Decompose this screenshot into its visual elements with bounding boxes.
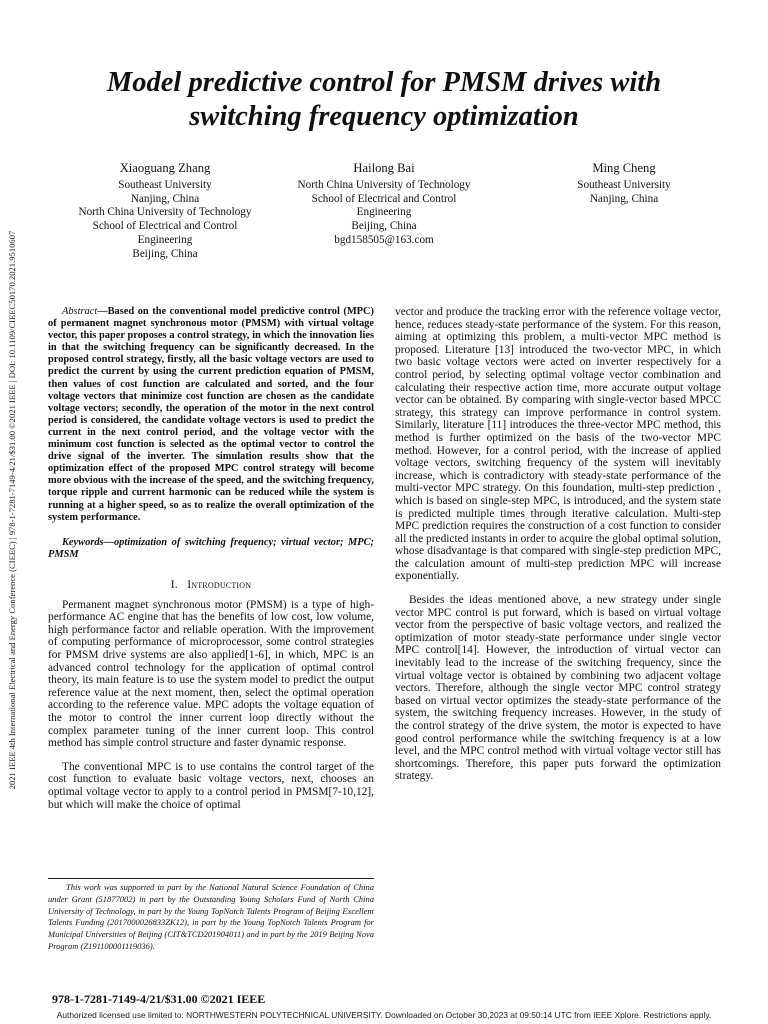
author-affiliation: Nanjing, China [589, 192, 659, 205]
author-affiliation: School of Electrical and Control [311, 192, 457, 205]
left-column [48, 306, 374, 811]
author-1 [45, 162, 285, 262]
body-paragraph: vector and produce the tracking error with the reference voltage vector, hence, reduces steady-state performance of the system. For this reason, aiming at optimizing this problem, a multi-vector MPC method is proposed. Literature [13] introduced the two-vector MPC, in which two basic voltage vectors were acted on inverter respectively for a control period, by selecting optimal voltage vector combination and calculating their respective action time, more accurate output voltage vector can be obtained. By comparing with single-vector based MPCC strategy, this strategy can improve performance in control system. Similarly, literature [11] introduces the three-vector MPC method, this method is further optimized on the basis of the two-vector MPC method. However, for a control period, with the increase of applied voltage vectors, switching frequency of the system will inevitably increase, which is contradictory with steady-state performance of the multi-vector MPC strategy. On this foundation, multi-step prediction , which is based on single-step MPC, is introduced, and the system state is predicted multiple times through iterative calculation. Multi-step MPC prediction requires the construction of a cost function to consider all the predicted instants in order to acquire the global optimal solution, whose disadvantage is that compared with single-step prediction MPC, the calculation amount of multi-step prediction MPC will increase exponentially. [395, 306, 721, 583]
abstract-text: —Based on the conventional model predictive control (MPC) of permanent magnet synchronous motor (PMSM) with virtual voltage vector, this paper proposes a control strategy, in which the innovation lies in that the switching frequency can be significantly decreased. In the proposed control strategy, firstly, all the basic voltage vectors are used to predict the current by using the current prediction equation of PMSM, then values of cost function are calculated and sorted, and the four voltage vectors that minimize cost function are chosen as the candidate voltage vectors; secondly, the operation of the motor in the next control period is considered, the candidate voltage vectors is used to predict the current in the next control period, and the voltage vector with the minimum cost function is selected as the optimal vector to control the drive signal of the inverter. The simulation results show that the optimization effect of the proposed MPC control strategy will become more obvious with the increase of the speed, and the switching frequency, torque ripple and current harmonic can be reduced while the system is running at a higher speed, so as to realize the overall optimization of the system performance. [48, 306, 374, 523]
body-paragraph: Besides the ideas mentioned above, a new strategy under single vector MPC control is put forward, which is based on virtual voltage vector from the perspective of basic voltage vectors, and realized the optimization of motor steady-state performance under single vector MPC control[14]. However, the introduction of virtual vector can inevitably lead to the increase of the switching frequency, since the virtual voltage vector is obtained by combining two adjacent voltage vectors. Therefore, although the single vector MPC control strategy based on virtual vector optimizes the steady-state performance of the system, the switching frequency increases. However, in the study of the control strategy of the drive system, the motor is expected to have good control performance while the switching frequency is at a low level, and the MPC control method with virtual voltage vector still has shortcomings. Therefore, this paper puts forward the optimization strategy. [395, 594, 721, 783]
author-2 [274, 162, 494, 248]
body-paragraph: The conventional MPC is to use contains the control target of the cost function to evaluate basic voltage vectors, next, chooses an optimal voltage vector to apply to a control period in PMSM[7-10,12], but which will make the choice of optimal [48, 760, 374, 811]
author-affiliation: Beijing, China [351, 220, 417, 233]
paper-title-line-2: switching frequency optimization [189, 101, 579, 132]
isbn-line: 978-1-7281-7149-4/21/$31.00 ©2021 IEEE [52, 992, 266, 1006]
body-paragraph: Permanent magnet synchronous motor (PMSM) is a type of high-performance AC engine that has the benefits of low cost, low volume, high performance factor and reliable operation. With the improvement of computing performance of microprocessor, some control strategies for PMSM drive systems are also applied[1-6], in which, MPC is an advanced control technology for the application of optimal control theory, its main feature is to use the system model to predict the output reference value at the next moment, then, select the optimal operation according to the reference value. MPC adopts the voltage equation of the motor to control the inner current loop directly without the complex parameter tuning of the inner current loop. This control method has simple control structure and faster dynamic response. [48, 598, 374, 750]
author-block [40, 162, 728, 272]
author-3 [534, 162, 714, 206]
paper-title [40, 66, 728, 134]
section-title: Introduction [187, 578, 252, 592]
section-number: I. [170, 578, 178, 592]
author-affiliation: Southeast University [577, 178, 671, 191]
author-affiliation: Engineering [356, 206, 412, 219]
author-affiliation: Nanjing, China [130, 192, 200, 205]
license-line: Authorized licensed use limited to: NORTHWESTERN POLYTECHNICAL UNIVERSITY. Downloaded on October 30,2023 at 09:50:14 UTC from IEEE Xplore. Restrictions apply. [56, 1010, 712, 1020]
author-name: Hailong Bai [353, 161, 415, 175]
abstract-lead: Abstract [62, 306, 98, 317]
doi-side-note-text: 2021 IEEE 4th International Electrical and Energy Conference (CIEEC) | 978-1-7281-7149-4/21/$31.00 ©2021 IEEE | DOI: 10.1109/CIEEC50170.2021.9510607 [7, 230, 17, 790]
author-affiliation: School of Electrical and Control [92, 220, 238, 233]
author-email: bgd158505@163.com [334, 233, 434, 246]
author-affiliation: Engineering [137, 233, 193, 246]
author-name: Ming Cheng [592, 161, 656, 175]
funding-footnote: This work was supported in part by the National Natural Science Foundation of China under Grant (51877002) in part by the Outstanding Young Scholars Fund of North China University of Technology, in part by the Young TopNotch Talents Program of Beijing Excellent Talents Funding (2017000026833ZK12), in part by the Young TopNotch Talents Program for Municipal Universities of Beijing (CIT&TCD201904011) and in part by the 2019 Beijing Nova Program (Z191100001119036). [48, 878, 374, 953]
paper-title-line-1: Model predictive control for PMSM drives with [106, 67, 662, 98]
author-name: Xiaoguang Zhang [119, 161, 211, 175]
keywords: Keywords—optimization of switching frequency; virtual vector; MPC; PMSM [48, 536, 374, 560]
right-column [395, 306, 721, 783]
author-affiliation: North China University of Technology [297, 178, 471, 191]
section-heading [48, 579, 374, 592]
doi-side-note [6, 190, 18, 830]
author-affiliation: North China University of Technology [78, 206, 252, 219]
author-affiliation: Beijing, China [132, 247, 198, 260]
abstract [48, 306, 374, 524]
author-affiliation: Southeast University [118, 178, 212, 191]
